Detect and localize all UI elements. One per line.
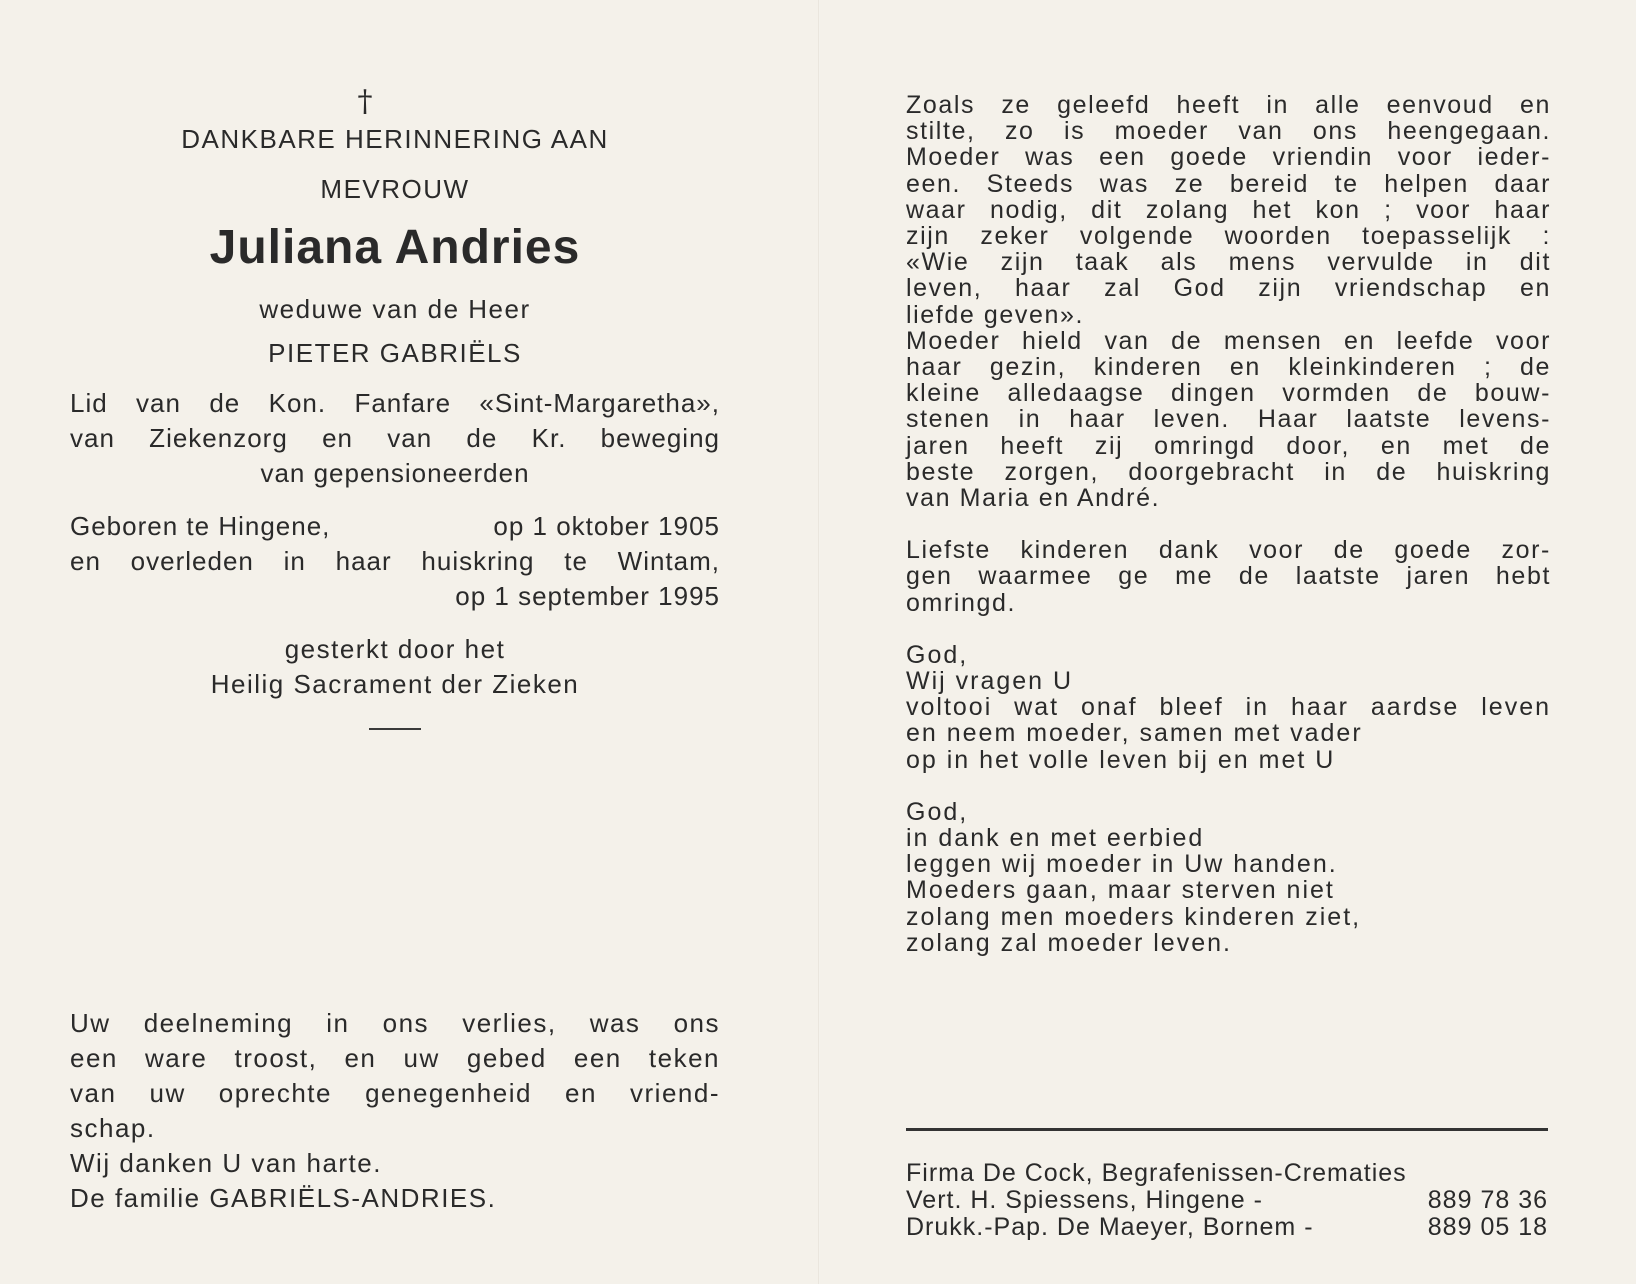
sacrament-line: gesterkt door het (284, 634, 506, 664)
prayer-line: en neem moeder, samen met vader (906, 719, 1363, 748)
membership-line: Lid van de Kon. Fanfare «Sint-Margaretha», (70, 388, 720, 418)
membership-line: van gepensioneerden (260, 458, 530, 488)
right-panel (906, 92, 1551, 956)
family-signature: De familie GABRIËLS-ANDRIES. (70, 1183, 497, 1213)
text-line: Zoals ze geleefd heeft in alle eenvoud en (906, 91, 1551, 119)
text-line: leven, haar zal God zijn vriendschap en (906, 274, 1551, 303)
remembrance-heading: DANKBARE HERINNERING AAN (181, 124, 609, 154)
thanks-line: van uw oprechte genegenheid en vriend- (70, 1078, 720, 1108)
text-line: stenen in haar leven. Haar laatste levens- (906, 405, 1551, 434)
text-line: kleine alledaagse dingen vormden de bouw- (906, 379, 1551, 408)
footer-divider (906, 1128, 1548, 1131)
funeral-firm: Firma De Cock, Begrafenissen-Crematies (906, 1159, 1407, 1187)
text-line: liefde geven». (906, 300, 1085, 329)
prayer-line: voltooi wat onaf bleef in haar aardse leven (906, 693, 1551, 722)
thanks-block (70, 1006, 720, 1216)
representative: Vert. H. Spiessens, Hingene - (906, 1186, 1263, 1214)
membership-block (70, 386, 720, 491)
death-date: op 1 september 1995 (455, 581, 720, 611)
text-line: stilte, zo is moeder van ons heengegaan. (906, 117, 1551, 146)
text-line: haar gezin, kinderen en kleinkinderen ; de (906, 353, 1551, 382)
printer-line (906, 1214, 1548, 1241)
text-line: zijn zeker volgende woorden toepasselijk : (906, 222, 1551, 251)
prayer-line: God, (906, 797, 969, 826)
text-line: een. Steeds was ze bereid te helpen daar (906, 169, 1551, 198)
death-line: en overleden in haar huiskring te Wintam, (70, 546, 720, 576)
text-line: Liefste kinderen dank voor de goede zor- (906, 536, 1551, 565)
honorific: MEVROUW (320, 174, 470, 204)
prayer-line: zolang men moeders kinderen ziet, (906, 902, 1362, 931)
prayer-line: Moeders gaan, maar sterven niet (906, 876, 1335, 905)
text-line: Moeder was een goede vriendin voor ieder- (906, 143, 1551, 172)
prayer-one (906, 642, 1551, 773)
divider (369, 728, 421, 730)
printer-footer (906, 1160, 1548, 1241)
text-line: jaren heeft zij omringd door, en met de (906, 431, 1551, 460)
widow-of-line: weduwe van de Heer (259, 294, 531, 324)
text-line: «Wie zijn taak als mens vervulde in dit (906, 248, 1551, 277)
text-line: van Maria en André. (906, 484, 1161, 513)
text-line: Moeder hield van de mensen en leefde voor (906, 326, 1551, 355)
printer-phone: 889 05 18 (1427, 1213, 1548, 1241)
deceased-name: Juliana Andries (209, 221, 581, 274)
prayer-line: op in het volle leven bij en met U (906, 745, 1336, 774)
thanks-line: Uw deelneming in ons verlies, was ons (70, 1008, 720, 1038)
left-panel (70, 84, 720, 730)
representative-line (906, 1187, 1548, 1214)
prayer-line: in dank en met eerbied (906, 824, 1205, 853)
thanks-line: schap. (70, 1113, 156, 1143)
thanks-line: Wij danken U van harte. (70, 1148, 382, 1178)
text-line: beste zorgen, doorgebracht in de huiskring (906, 457, 1551, 486)
prayer-line: leggen wij moeder in Uw handen. (906, 850, 1338, 879)
thanks-line: een ware troost, en uw gebed een teken (70, 1043, 720, 1073)
birth-date: op 1 oktober 1905 (493, 511, 720, 541)
text-line: omringd. (906, 588, 1017, 617)
card-fold (818, 0, 820, 1284)
cross-icon: † (357, 84, 373, 119)
sacrament-line: Heilig Sacrament der Zieken (210, 669, 580, 699)
prayer-two (906, 799, 1551, 956)
birth-row (70, 509, 720, 544)
prayer-line: Wij vragen U (906, 667, 1074, 696)
printer: Drukk.-Pap. De Maeyer, Bornem - (906, 1213, 1314, 1241)
text-line: waar nodig, dit zolang het kon ; voor haar (906, 195, 1551, 224)
family-paragraph (906, 328, 1551, 511)
husband-name: PIETER GABRIËLS (268, 338, 522, 368)
funeral-firm-line (906, 1160, 1548, 1187)
tribute-paragraph (906, 92, 1551, 328)
membership-line: van Ziekenzorg en van de Kr. beweging (70, 423, 720, 453)
prayer-line: zolang zal moeder leven. (906, 928, 1232, 957)
representative-phone: 889 78 36 (1427, 1186, 1548, 1214)
birth-line: Geboren te Hingene, (70, 511, 331, 541)
life-dates-block (70, 509, 720, 614)
prayer-line: God, (906, 640, 969, 669)
sacrament-block (70, 632, 720, 702)
children-paragraph (906, 537, 1551, 616)
text-line: gen waarmee ge me de laatste jaren hebt (906, 562, 1551, 591)
